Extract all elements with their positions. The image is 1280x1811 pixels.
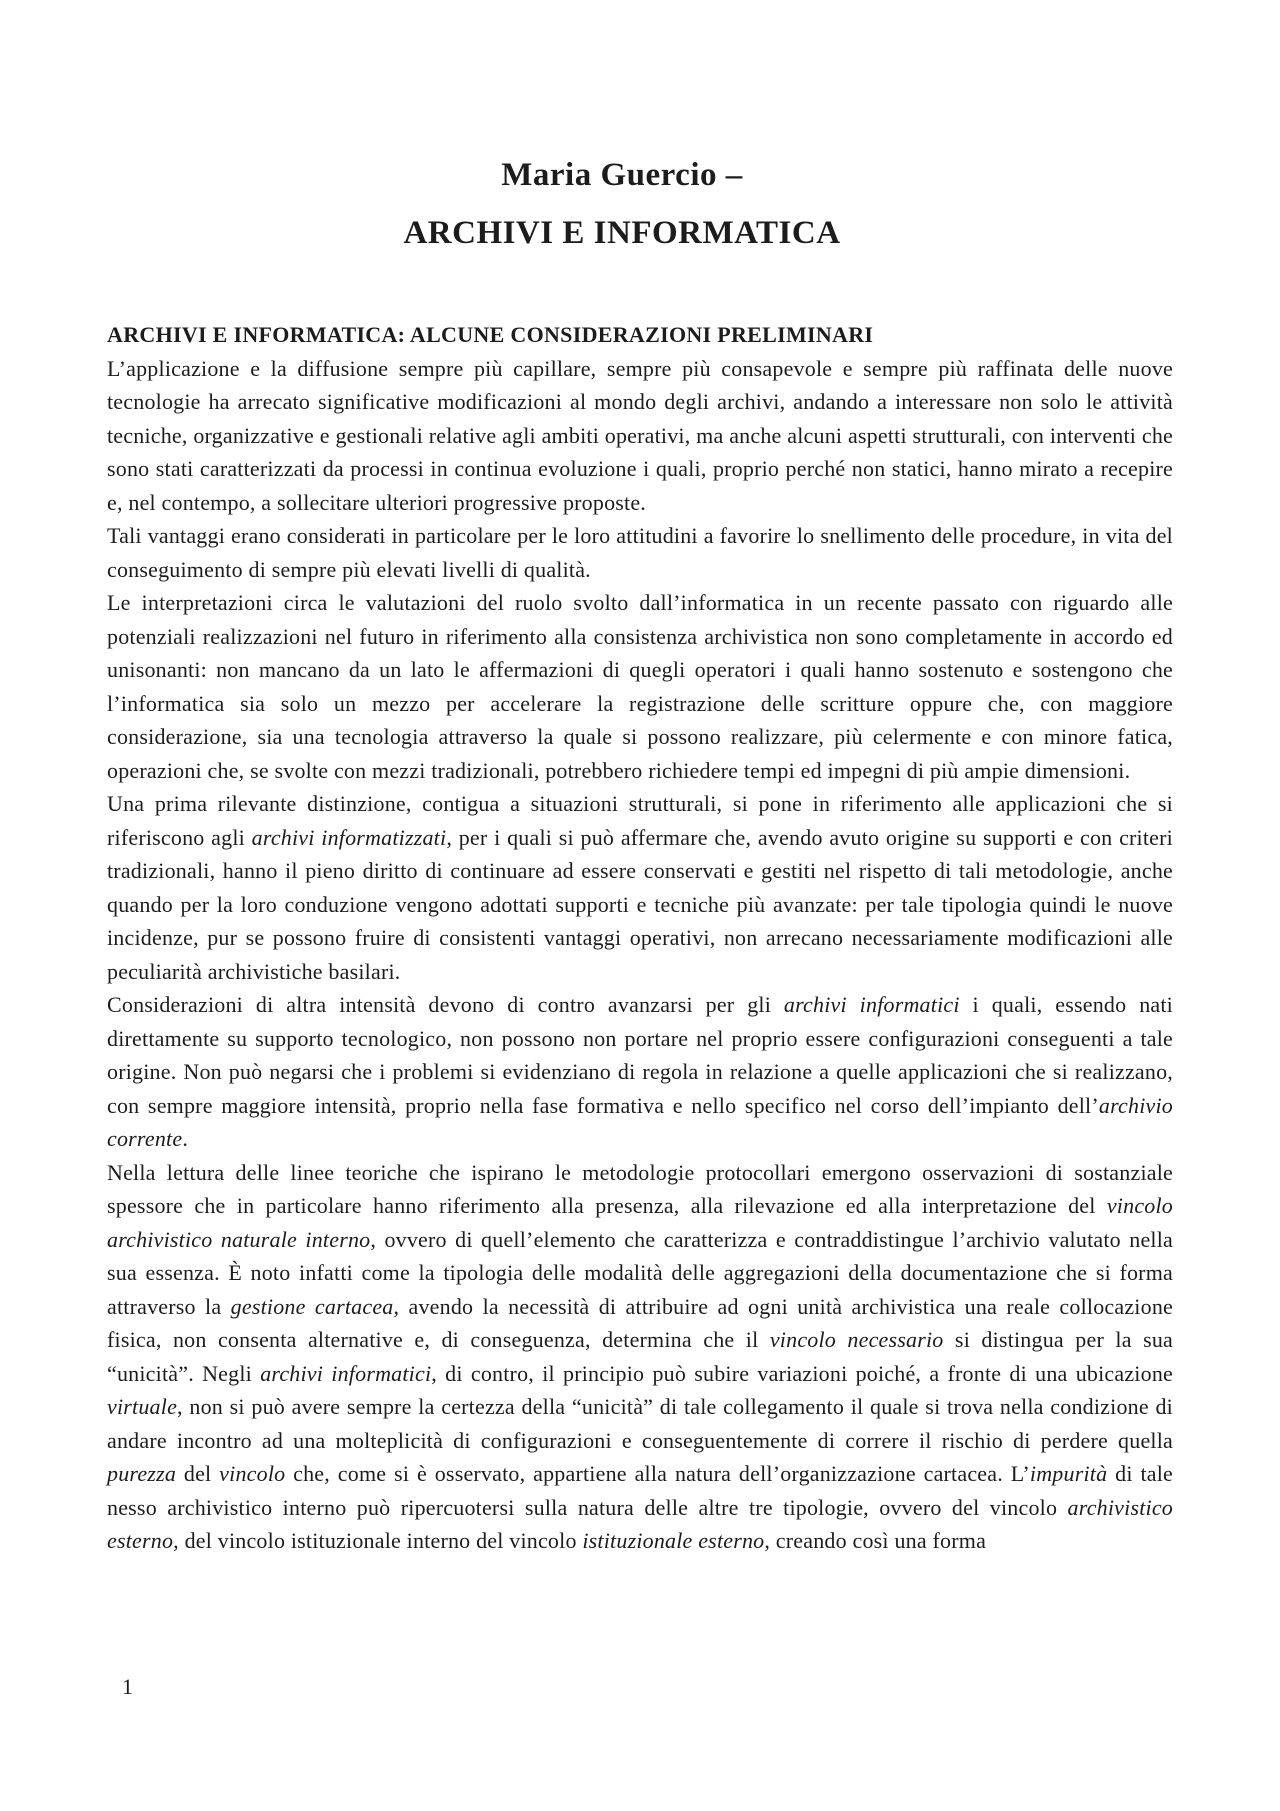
- section-heading: ARCHIVI E INFORMATICA: ALCUNE CONSIDERAZIONI PRELIMINARI: [107, 322, 874, 347]
- document-author-line: Maria Guercio –: [501, 157, 743, 193]
- body-paragraph: Una prima rilevante distinzione, contigua a situazioni strutturali, si pone in riferimento alle applicazioni che si riferiscono agli archivi informatizzati, per i quali si può affermare che, avendo avuto origine su supporti e con criteri tradizionali, hanno il pieno diritto di continuare ad essere conservati e gestiti nel rispetto di tali metodologie, anche quando per la loro conduzione vengono adottati supporti e tecniche più avanzate: per tale tipologia quindi le nuove incidenze, pur se possono fruire di consistenti vantaggi operativi, non arrecano necessariamente modificazioni alle peculiarità archivistiche basilari.: [107, 791, 1173, 984]
- body-paragraph: L’applicazione e la diffusione sempre più capillare, sempre più consapevole e sempre più raffinata delle nuove tecnologie ha arrecato significative modificazioni al mondo degli archivi, andando a interessare non solo le attività tecniche, organizzative e gestionali relative agli ambiti operativi, ma anche alcuni aspetti strutturali, con interventi che sono stati caratterizzati da processi in continua evoluzione i quali, proprio perché non statici, hanno mirato a recepire e, nel contempo, a sollecitare ulteriori progressive proposte.: [107, 355, 1173, 515]
- body-paragraph: Considerazioni di altra intensità devono di contro avanzarsi per gli archivi informatici i quali, essendo nati direttamente su supporto tecnologico, non possono non portare nel proprio essere configurazioni conseguenti a tale origine. Non può negarsi che i problemi si evidenziano di regola in relazione a quelle applicazioni che si realizzano, con sempre maggiore intensità, proprio nella fase formativa e nello specifico nel corso dell’impianto dell’archivio corrente.: [107, 992, 1173, 1151]
- document-title-block: [107, 146, 1137, 262]
- document-body: [107, 318, 1173, 1558]
- body-paragraph: Tali vantaggi erano considerati in particolare per le loro attitudini a favorire lo snellimento delle procedure, in vita del conseguimento di sempre più elevati livelli di qualità.: [107, 523, 1173, 582]
- body-paragraph: Nella lettura delle linee teoriche che ispirano le metodologie protocollari emergono osservazioni di sostanziale spessore che in particolare hanno riferimento alla presenza, alla rilevazione ed alla interpretazione del vincolo archivistico naturale interno, ovvero di quell’elemento che caratterizza e contraddistingue l’archivio valutato nella sua essenza. È noto infatti come la tipologia delle modalità delle aggregazioni della documentazione che si forma attraverso la gestione cartacea, avendo la necessità di attribuire ad ogni unità archivistica una reale collocazione fisica, non consenta alternative e, di conseguenza, determina che il vincolo necessario si distingua per la sua “unicità”. Negli archivi informatici, di contro, il principio può subire variazioni poiché, a fronte di una ubicazione virtuale, non si può avere sempre la certezza della “unicità” di tale collegamento il quale si trova nella condizione di andare incontro ad una molteplicità di configurazioni e conseguentemente di correre il rischio di perdere quella purezza del vincolo che, come si è osservato, appartiene alla natura dell’organizzazione cartacea. L’impurità di tale nesso archivistico interno può ripercuotersi sulla natura delle altre tre tipologie, ovvero del vincolo archivistico esterno, del vincolo istituzionale interno del vincolo istituzionale esterno, creando così una forma: [107, 1159, 1174, 1553]
- document-title-line: ARCHIVI E INFORMATICA: [403, 215, 841, 251]
- body-paragraph: Le interpretazioni circa le valutazioni del ruolo svolto dall’informatica in un recente passato con riguardo alle potenziali realizzazioni nel futuro in riferimento alla consistenza archivistica non sono completamente in accordo ed unisonanti: non mancano da un lato le affermazioni di quegli operatori i quali hanno sostenuto e sostengono che l’informatica sia solo un mezzo per accelerare la registrazione delle scritture oppure che, con maggiore considerazione, sia una tecnologia attraverso la quale si possono realizzare, più celermente e con minore fatica, operazioni che, se svolte con mezzi tradizionali, potrebbero richiedere tempi ed impegni di più ampie dimensioni.: [107, 590, 1173, 783]
- page-number: 1: [122, 1674, 133, 1699]
